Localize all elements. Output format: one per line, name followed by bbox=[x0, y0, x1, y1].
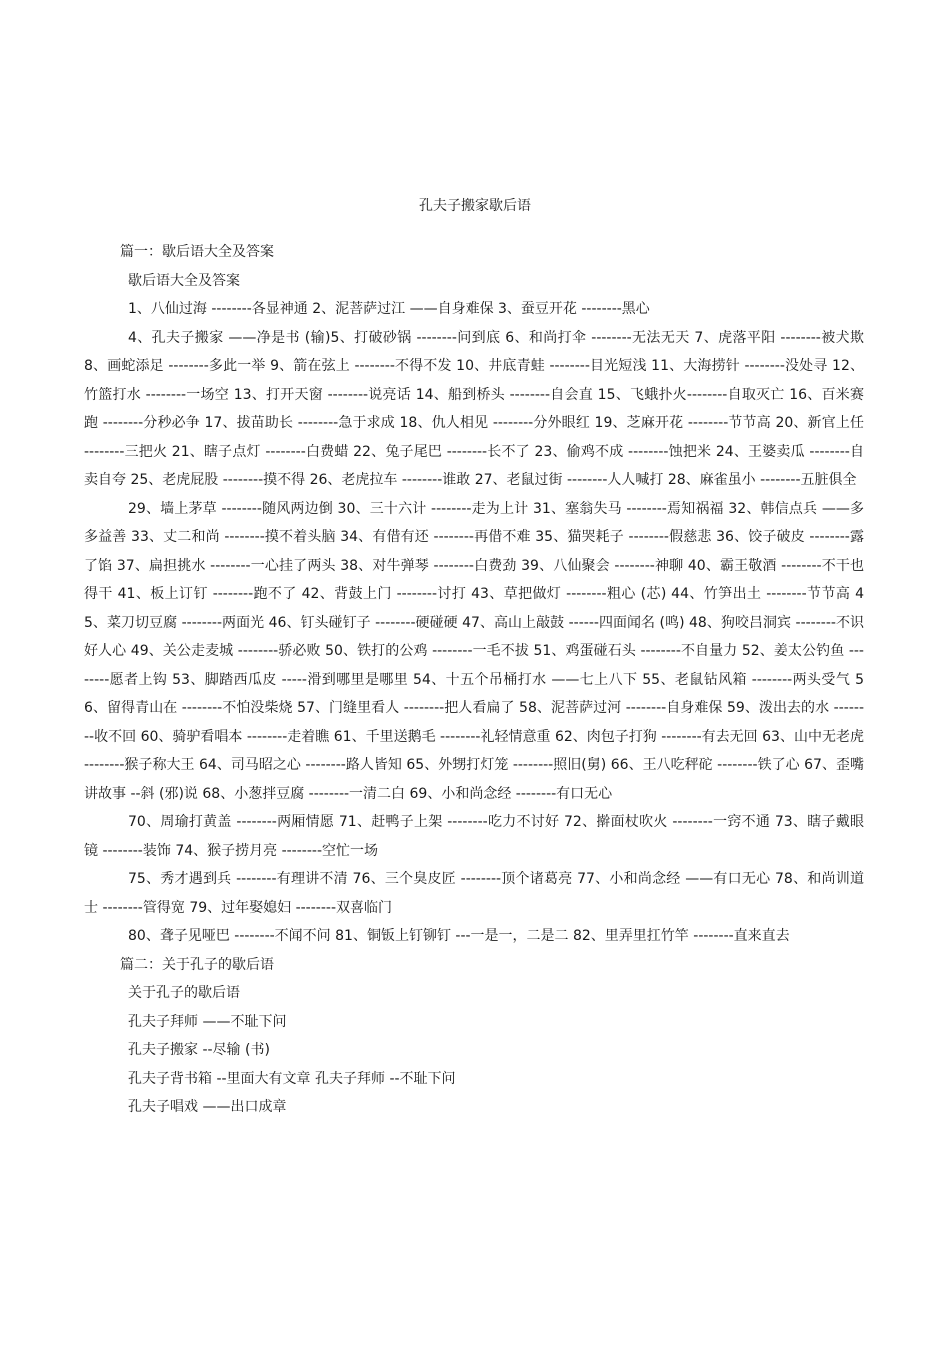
list-item: 孔夫子背书箱 --里面大有文章 孔夫子拜师 --不耻下问 bbox=[128, 1070, 456, 1087]
document-title: 孔夫子搬家歇后语 bbox=[419, 198, 531, 214]
list-item: 孔夫子搬家 --尽输 (书) bbox=[128, 1042, 270, 1058]
section-1-paragraph-3: 70、周瑜打黄盖 --------两厢情愿 71、赶鸭子上架 --------吃力不讨好 72、擀面杖吹火 --------一窍不通 73、瞎子戴眼镜 --------装饰 74、猴子捞月亮 --------空忙一场 bbox=[84, 814, 864, 859]
section-1-paragraph-5: 80、聋子见哑巴 --------不闻不问 81、铜钣上钉铆钉 ---一是一，二是二 82、里弄里扛竹竿 --------直来直去 bbox=[128, 928, 790, 944]
section-1-line-1: 1、八仙过海 --------各显神通 2、泥菩萨过江 ——自身难保 3、蚕豆开花 --------黑心 bbox=[128, 301, 650, 317]
section-1-paragraph-2: 29、墙上茅草 --------随风两边倒 30、三十六计 --------走为上计 31、塞翁失马 --------焉知祸福 32、韩信点兵 ——多多益善 33、丈二和尚 --------摸不着头脑 34、有借有还 --------再借不难 35、猫哭耗子 --------假慈悲 36、饺子破皮 --------露了馅 37、扁担挑水 --------一心挂了两头 38、对牛弹琴 --------白费劲 39、八仙聚会 --------神聊 40、霸王敬酒 --------不干也得干 41、板上订钉 --------跑不了 42、背鼓上门 --------讨打 43、草把做灯 --------粗心 (芯) 44、竹笋出土 --------节节高 45、菜刀切豆腐 --------两面光 46、钉头碰钉子 --------硬碰硬 47、高山上敲鼓 ------四面闻名 (鸣) 48、狗咬吕洞宾 --------不识好人心 49、关公走麦城 --------骄必败 50、铁打的公鸡 --------一毛不拔 51、鸡蛋碰石头 --------不自量力 52、姜太公钓鱼 --------愿者上钩 53、脚踏西瓜皮 -----滑到哪里是哪里 54、十五个吊桶打水 ——七上八下 55、老鼠钻风箱 --------两头受气 56、留得青山在 --------不怕没柴烧 57、门缝里看人 --------把人看扁了 58、泥菩萨过河 --------自身难保 59、泼出去的水 --------收不回 60、骑驴看唱本 --------走着瞧 61、千里送鹅毛 --------礼轻情意重 62、肉包子打狗 --------有去无回 63、山中无老虎 --------猴子称大王 64、司马昭之心 --------路人皆知 65、外甥打灯笼 --------照旧(舅) 66、王八吃秤砣 --------铁了心 67、歪嘴讲故事 --斜 (邪)说 68、小葱拌豆腐 --------一清二白 69、小和尚念经 --------有口无心 bbox=[84, 500, 864, 802]
section-2-heading: 篇二：关于孔子的歇后语 bbox=[120, 956, 274, 973]
section-1-paragraph-4: 75、秀才遇到兵 --------有理讲不清 76、三个臭皮匠 --------顶个诸葛亮 77、小和尚念经 ——有口无心 78、和尚训道士 --------管得宽 79、过年娶媳妇 --------双喜临门 bbox=[84, 871, 864, 916]
section-2-subheading: 关于孔子的歇后语 bbox=[128, 985, 240, 1001]
document-body bbox=[84, 238, 864, 1122]
section-1-heading: 篇一：歇后语大全及答案 bbox=[120, 244, 274, 260]
section-1-paragraph-1: 4、孔夫子搬家 ——净是书 (输)5、打破砂锅 --------问到底 6、和尚打伞 --------无法无天 7、虎落平阳 --------被犬欺 8、画蛇添足 --------多此一举 9、箭在弦上 --------不得不发 10、井底青蛙 --------目光短浅 11、大海捞针 --------没处寻 12、竹篮打水 --------一场空 13、打开天窗 --------说亮话 14、船到桥头 --------自会直 15、飞蛾扑火--------自取灭亡 16、百米赛跑 --------分秒必争 17、拔苗助长 --------急于求成 18、仇人相见 --------分外眼红 19、芝麻开花 --------节节高 20、新官上任 --------三把火 21、瞎子点灯 --------白费蜡 22、兔子尾巴 --------长不了 23、偷鸡不成 --------蚀把米 24、王婆卖瓜 --------自卖自夸 25、老虎屁股 --------摸不得 26、老虎拉车 --------谁敢 27、老鼠过街 --------人人喊打 28、麻雀虽小 --------五脏俱全 bbox=[84, 329, 864, 488]
list-item: 孔夫子唱戏 ——出口成章 bbox=[128, 1099, 287, 1115]
section-1-subheading: 歇后语大全及答案 bbox=[128, 272, 240, 289]
list-item: 孔夫子拜师 ——不耻下问 bbox=[128, 1013, 287, 1030]
